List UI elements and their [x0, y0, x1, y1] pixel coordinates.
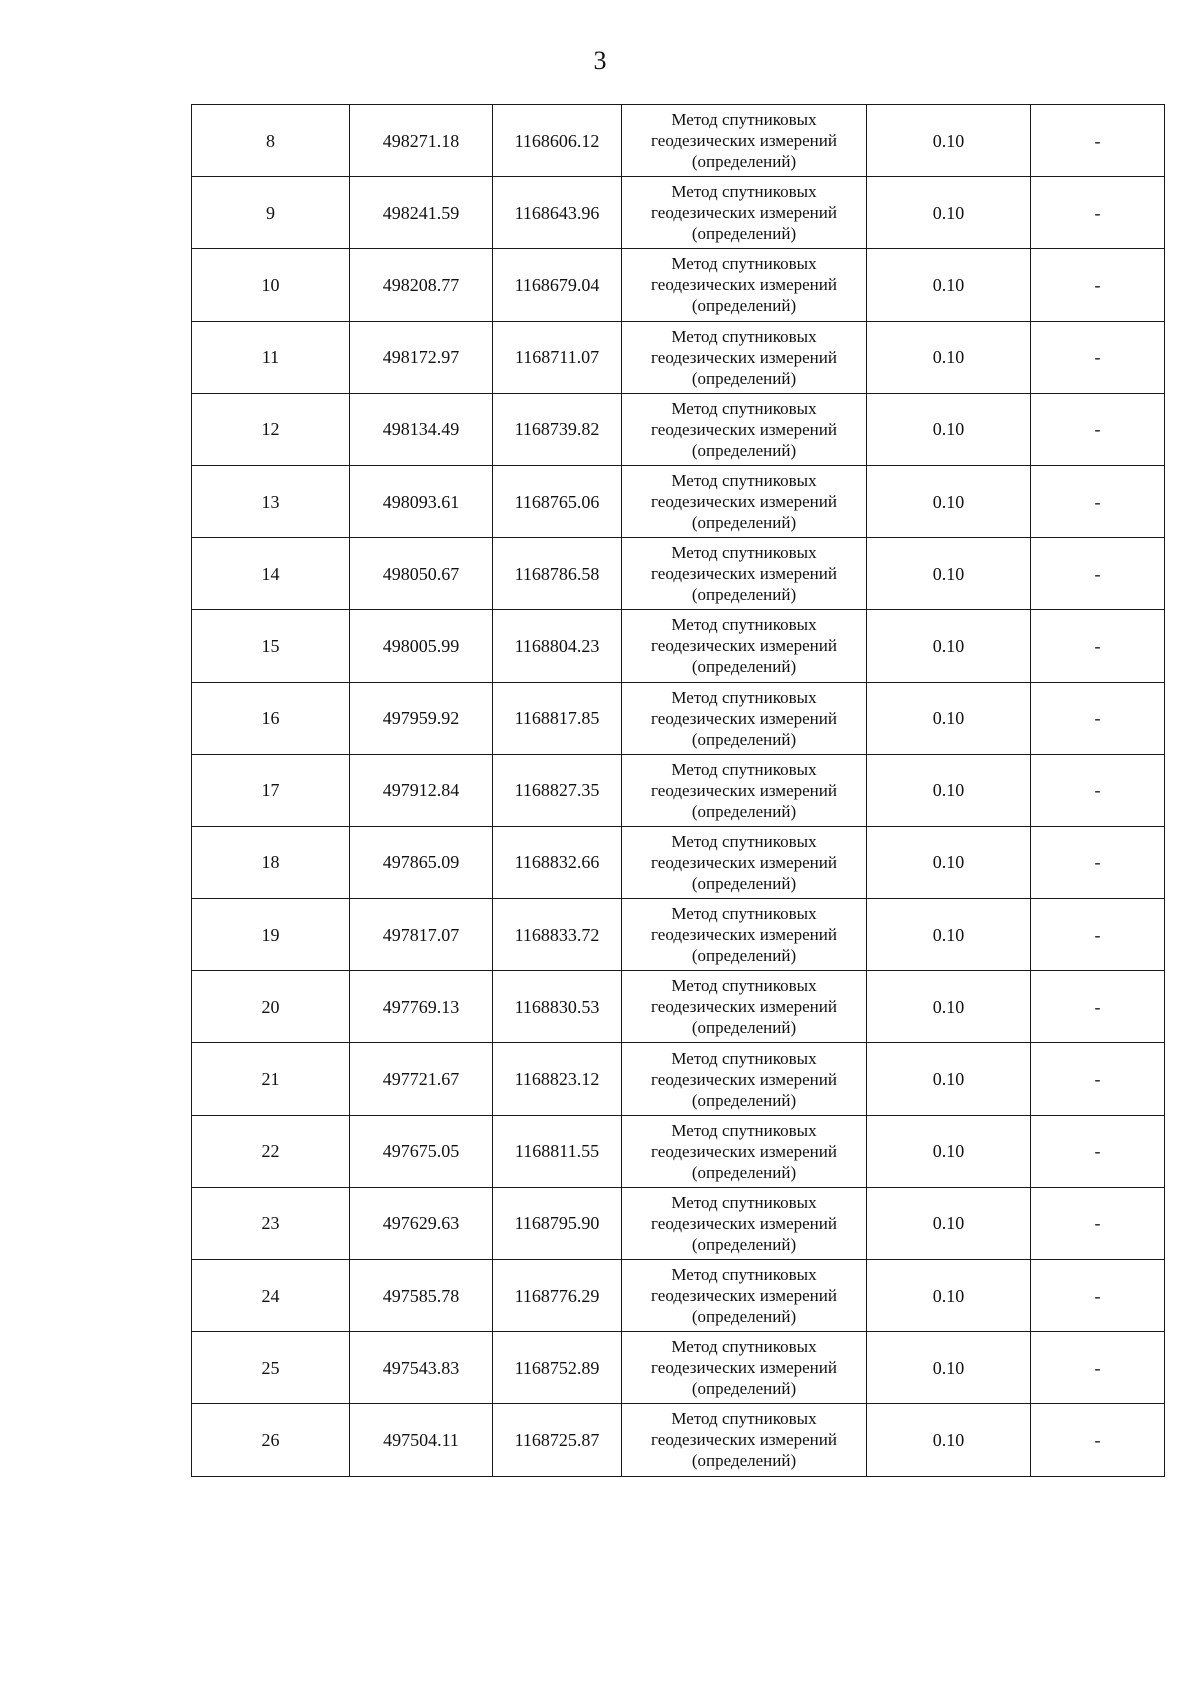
point-number-cell: 13	[192, 465, 350, 537]
y-coordinate-cell: 1168739.82	[493, 393, 622, 465]
note-cell: -	[1031, 1260, 1165, 1332]
y-coordinate-cell: 1168827.35	[493, 754, 622, 826]
note-cell: -	[1031, 1043, 1165, 1115]
x-coordinate-cell: 498271.18	[350, 105, 493, 177]
x-coordinate-cell: 497721.67	[350, 1043, 493, 1115]
y-coordinate-cell: 1168833.72	[493, 899, 622, 971]
method-cell: Метод спутниковых геодезических измерений (определений)	[622, 465, 867, 537]
accuracy-cell: 0.10	[867, 177, 1031, 249]
method-cell: Метод спутниковых геодезических измерений (определений)	[622, 899, 867, 971]
table-row	[192, 465, 1165, 537]
note-cell: -	[1031, 105, 1165, 177]
method-cell: Метод спутниковых геодезических измерений (определений)	[622, 1332, 867, 1404]
method-cell: Метод спутниковых геодезических измерений (определений)	[622, 754, 867, 826]
y-coordinate-cell: 1168832.66	[493, 826, 622, 898]
point-number-cell: 19	[192, 899, 350, 971]
note-cell: -	[1031, 1332, 1165, 1404]
x-coordinate-cell: 497675.05	[350, 1115, 493, 1187]
accuracy-cell: 0.10	[867, 105, 1031, 177]
x-coordinate-cell: 497817.07	[350, 899, 493, 971]
accuracy-cell: 0.10	[867, 465, 1031, 537]
x-coordinate-cell: 497912.84	[350, 754, 493, 826]
note-cell: -	[1031, 1404, 1165, 1476]
table-row	[192, 826, 1165, 898]
note-cell: -	[1031, 682, 1165, 754]
y-coordinate-cell: 1168817.85	[493, 682, 622, 754]
table-body	[192, 105, 1165, 1477]
note-cell: -	[1031, 826, 1165, 898]
point-number-cell: 22	[192, 1115, 350, 1187]
x-coordinate-cell: 498134.49	[350, 393, 493, 465]
page-number: 3	[593, 46, 607, 75]
table-row	[192, 971, 1165, 1043]
accuracy-cell: 0.10	[867, 1043, 1031, 1115]
method-cell: Метод спутниковых геодезических измерений (определений)	[622, 105, 867, 177]
method-cell: Метод спутниковых геодезических измерений (определений)	[622, 971, 867, 1043]
accuracy-cell: 0.10	[867, 1115, 1031, 1187]
point-number-cell: 16	[192, 682, 350, 754]
point-number-cell: 21	[192, 1043, 350, 1115]
method-cell: Метод спутниковых геодезических измерений (определений)	[622, 1043, 867, 1115]
method-cell: Метод спутниковых геодезических измерений (определений)	[622, 1404, 867, 1476]
y-coordinate-cell: 1168804.23	[493, 610, 622, 682]
x-coordinate-cell: 498172.97	[350, 321, 493, 393]
note-cell: -	[1031, 538, 1165, 610]
accuracy-cell: 0.10	[867, 249, 1031, 321]
note-cell: -	[1031, 899, 1165, 971]
point-number-cell: 8	[192, 105, 350, 177]
note-cell: -	[1031, 177, 1165, 249]
accuracy-cell: 0.10	[867, 682, 1031, 754]
point-number-cell: 12	[192, 393, 350, 465]
table-row	[192, 177, 1165, 249]
accuracy-cell: 0.10	[867, 538, 1031, 610]
note-cell: -	[1031, 321, 1165, 393]
method-cell: Метод спутниковых геодезических измерений (определений)	[622, 393, 867, 465]
accuracy-cell: 0.10	[867, 1187, 1031, 1259]
method-cell: Метод спутниковых геодезических измерений (определений)	[622, 177, 867, 249]
method-cell: Метод спутниковых геодезических измерений (определений)	[622, 682, 867, 754]
method-cell: Метод спутниковых геодезических измерений (определений)	[622, 249, 867, 321]
coordinates-table	[191, 104, 1165, 1477]
y-coordinate-cell: 1168643.96	[493, 177, 622, 249]
method-cell: Метод спутниковых геодезических измерений (определений)	[622, 826, 867, 898]
table-row	[192, 393, 1165, 465]
y-coordinate-cell: 1168786.58	[493, 538, 622, 610]
accuracy-cell: 0.10	[867, 393, 1031, 465]
table-row	[192, 538, 1165, 610]
y-coordinate-cell: 1168606.12	[493, 105, 622, 177]
method-cell: Метод спутниковых геодезических измерений (определений)	[622, 538, 867, 610]
table-row	[192, 1187, 1165, 1259]
table-row	[192, 105, 1165, 177]
point-number-cell: 18	[192, 826, 350, 898]
table-row	[192, 610, 1165, 682]
table-row	[192, 1115, 1165, 1187]
table-row	[192, 682, 1165, 754]
note-cell: -	[1031, 249, 1165, 321]
note-cell: -	[1031, 754, 1165, 826]
x-coordinate-cell: 497543.83	[350, 1332, 493, 1404]
table-row	[192, 1332, 1165, 1404]
note-cell: -	[1031, 971, 1165, 1043]
x-coordinate-cell: 498050.67	[350, 538, 493, 610]
note-cell: -	[1031, 465, 1165, 537]
point-number-cell: 20	[192, 971, 350, 1043]
accuracy-cell: 0.10	[867, 321, 1031, 393]
y-coordinate-cell: 1168765.06	[493, 465, 622, 537]
accuracy-cell: 0.10	[867, 610, 1031, 682]
x-coordinate-cell: 498208.77	[350, 249, 493, 321]
table-row	[192, 754, 1165, 826]
y-coordinate-cell: 1168752.89	[493, 1332, 622, 1404]
note-cell: -	[1031, 1187, 1165, 1259]
y-coordinate-cell: 1168725.87	[493, 1404, 622, 1476]
note-cell: -	[1031, 393, 1165, 465]
method-cell: Метод спутниковых геодезических измерений (определений)	[622, 321, 867, 393]
accuracy-cell: 0.10	[867, 1404, 1031, 1476]
point-number-cell: 23	[192, 1187, 350, 1259]
table-row	[192, 1404, 1165, 1476]
x-coordinate-cell: 497959.92	[350, 682, 493, 754]
y-coordinate-cell: 1168823.12	[493, 1043, 622, 1115]
accuracy-cell: 0.10	[867, 754, 1031, 826]
accuracy-cell: 0.10	[867, 1332, 1031, 1404]
x-coordinate-cell: 497769.13	[350, 971, 493, 1043]
x-coordinate-cell: 497504.11	[350, 1404, 493, 1476]
point-number-cell: 9	[192, 177, 350, 249]
point-number-cell: 14	[192, 538, 350, 610]
x-coordinate-cell: 498005.99	[350, 610, 493, 682]
x-coordinate-cell: 498241.59	[350, 177, 493, 249]
y-coordinate-cell: 1168711.07	[493, 321, 622, 393]
method-cell: Метод спутниковых геодезических измерений (определений)	[622, 610, 867, 682]
accuracy-cell: 0.10	[867, 971, 1031, 1043]
point-number-cell: 25	[192, 1332, 350, 1404]
x-coordinate-cell: 497585.78	[350, 1260, 493, 1332]
y-coordinate-cell: 1168811.55	[493, 1115, 622, 1187]
table-row	[192, 249, 1165, 321]
method-cell: Метод спутниковых геодезических измерений (определений)	[622, 1115, 867, 1187]
y-coordinate-cell: 1168776.29	[493, 1260, 622, 1332]
x-coordinate-cell: 497865.09	[350, 826, 493, 898]
accuracy-cell: 0.10	[867, 826, 1031, 898]
table-row	[192, 899, 1165, 971]
point-number-cell: 11	[192, 321, 350, 393]
point-number-cell: 17	[192, 754, 350, 826]
y-coordinate-cell: 1168795.90	[493, 1187, 622, 1259]
x-coordinate-cell: 497629.63	[350, 1187, 493, 1259]
accuracy-cell: 0.10	[867, 1260, 1031, 1332]
y-coordinate-cell: 1168830.53	[493, 971, 622, 1043]
point-number-cell: 10	[192, 249, 350, 321]
table-row	[192, 321, 1165, 393]
accuracy-cell: 0.10	[867, 899, 1031, 971]
x-coordinate-cell: 498093.61	[350, 465, 493, 537]
note-cell: -	[1031, 610, 1165, 682]
table-row	[192, 1043, 1165, 1115]
point-number-cell: 15	[192, 610, 350, 682]
y-coordinate-cell: 1168679.04	[493, 249, 622, 321]
method-cell: Метод спутниковых геодезических измерений (определений)	[622, 1260, 867, 1332]
point-number-cell: 24	[192, 1260, 350, 1332]
point-number-cell: 26	[192, 1404, 350, 1476]
note-cell: -	[1031, 1115, 1165, 1187]
table-row	[192, 1260, 1165, 1332]
method-cell: Метод спутниковых геодезических измерений (определений)	[622, 1187, 867, 1259]
